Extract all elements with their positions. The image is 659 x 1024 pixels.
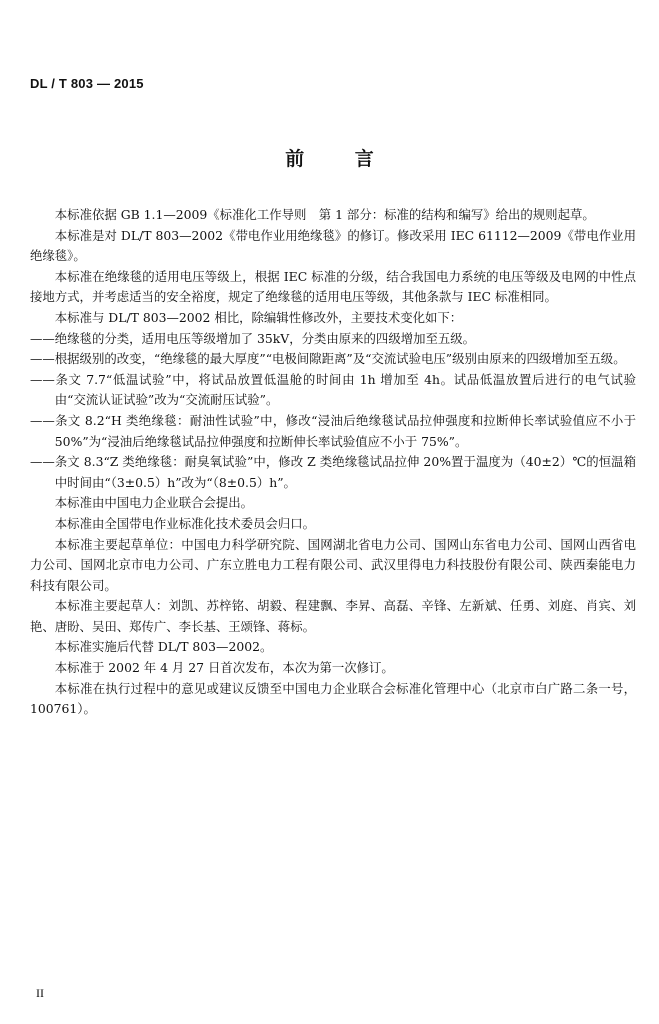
change-item-levels: ——根据级别的改变，“绝缘毯的最大厚度”“电极间隙距离”及“交流试验电压”级别由原来的四级增加至五级。 [30,351,626,367]
paragraph-basis: 本标准依据 GB 1.1—2009《标准化工作导则 第 1 部分：标准的结构和编写》给出的规则起草。 [54,207,595,222]
change-item-classification: ——绝缘毯的分类，适用电压等级增加了 35kV，分类由原来的四级增加至五级。 [30,330,476,346]
paragraph-feedback: 本标准在执行过程中的意见或建议反馈至中国电力企业联合会标准化管理中心（北京市白广路二条一号，100761）。 [30,680,636,717]
paragraph-replaces: 本标准实施后代替 DL/T 803—2002。 [54,639,273,655]
paragraph-under-jurisdiction: 本标准由全国带电作业标准化技术委员会归口。 [54,515,315,531]
change-item-oil-resistance: ——条文 8.2“H 类绝缘毯：耐油性试验”中，修改“浸油后绝缘毯试品拉伸强度和拉断伸长率试验值应不小于 50%”为“浸油后绝缘毯试品拉伸强度和拉断伸长率试验值应不小于 75%”。 [30,412,636,449]
paragraph-drafters: 本标准主要起草人：刘凯、苏梓铭、胡毅、程建飘、李昇、高磊、辛锋、左新斌、任勇、刘庭、肖宾、刘艳、唐盼、吴田、郑传广、李长基、王颂锋、蒋标。 [30,598,636,634]
change-item-ozone-resistance: ——条文 8.3“Z 类绝缘毯：耐臭氧试验”中，修改 Z 类绝缘毯试品拉伸 20%置于温度为（40±2）℃的恒温箱中时间由“（3±0.5）h”改为“（8±0.5）h”。 [30,454,636,490]
foreword-body [30,205,636,720]
change-item-low-temperature: ——条文 7.7“低温试验”中，将试品放置低温舱的时间由 1h 增加至 4h。试品低温放置后进行的电气试验由“交流认证试验”改为“交流耐压试验”。 [30,371,636,408]
page-title: 前 言 [285,148,396,170]
paragraph-voltage-levels: 本标准在绝缘毯的适用电压等级上，根据 IEC 标准的分级，结合我国电力系统的电压等级及电网的中性点接地方式，并考虑适当的安全裕度，规定了绝缘毯的适用电压等级，其他条款与 IEC 标准相同。 [30,268,636,305]
paragraph-release-history: 本标准于 2002 年 4 月 27 日首次发布，本次为第一次修订。 [54,660,394,676]
paragraph-changes-intro: 本标准与 DL/T 803—2002 相比，除编辑性修改外，主要技术变化如下： [54,309,463,325]
page-number: II [36,986,44,1000]
paragraph-proposed-by: 本标准由中国电力企业联合会提出。 [54,495,254,511]
paragraph-revision: 本标准是对 DL/T 803—2002《带电作业用绝缘毯》的修订。修改采用 IEC 61112—2009《带电作业用绝缘毯》。 [30,227,636,264]
standard-code-header: DL / T 803 — 2015 [30,76,144,91]
paragraph-drafting-units: 本标准主要起草单位：中国电力科学研究院、国网湖北省电力公司、国网山东省电力公司、国网山西省电力公司、国网北京市电力公司、广东立胜电力工程有限公司、武汉里得电力科技股份有限公司、陕西秦能电力科技有限公司。 [30,536,636,593]
